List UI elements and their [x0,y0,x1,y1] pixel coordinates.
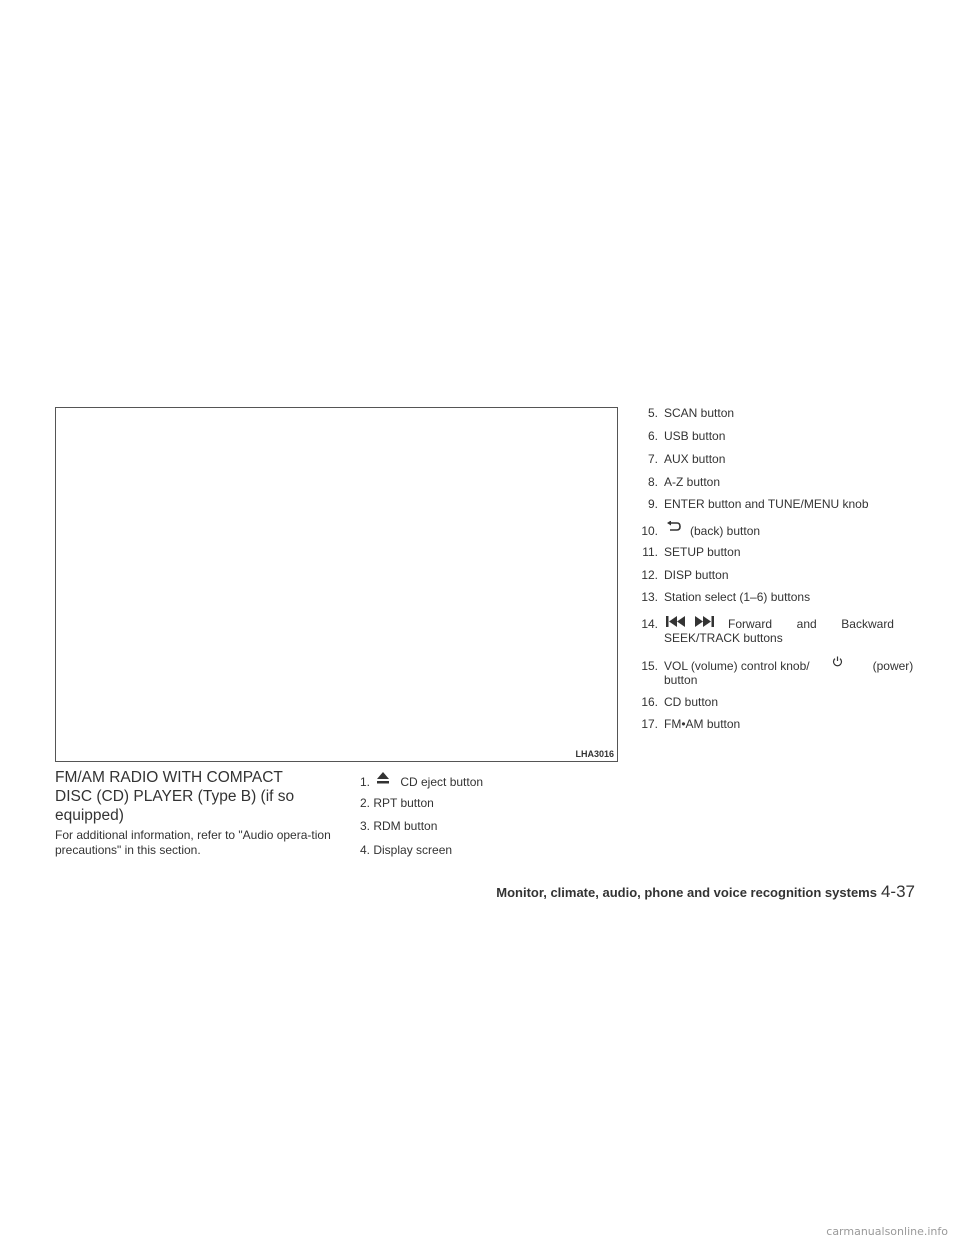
item-text: VOL (volume) control knob/ [664,659,810,673]
item-text: RPT button [373,796,434,810]
item-number: 5. [647,406,658,420]
item-number: 15. [641,659,658,673]
item-number: 4. [359,843,370,857]
seek-forward-icon [694,616,714,627]
item-number: 12. [641,568,658,582]
item-text-continued: button [664,673,698,687]
item-number: 2. [359,796,370,810]
item-number: 17. [641,717,658,731]
item-text: DISP button [664,568,729,582]
item-text: (back) button [690,524,761,538]
button-list-left [356,0,606,1242]
list-item [356,819,437,833]
item-text: SCAN button [664,406,735,420]
item-text: SETUP button [664,545,741,559]
page-footer [496,882,915,902]
item-number: 8. [647,475,658,489]
item-number: 11. [642,545,658,559]
item-text: (power) [872,659,914,673]
list-item [640,568,729,582]
page-number: 4-37 [880,882,915,901]
item-text: AUX button [664,452,726,466]
list-item [640,521,760,538]
item-text: Display screen [373,843,453,857]
section-title [55,768,345,825]
item-number: 14. [641,617,658,631]
item-text: Station select (1–6) buttons [664,590,811,604]
section-title-line-3: equipped) [55,807,124,824]
watermark: carmanualsonline.info [826,1225,948,1238]
list-item [356,772,483,789]
item-number: 9. [647,497,658,511]
list-item [356,796,434,810]
list-item [640,452,725,466]
list-item [640,406,734,420]
list-item [356,843,452,857]
item-text-continued: SEEK/TRACK buttons [664,631,783,645]
list-item [640,590,810,604]
list-item [640,616,914,645]
item-text: Backward [841,617,894,631]
item-text: FM•AM button [664,717,741,731]
button-list-right [640,0,920,1242]
item-number: 3. [359,819,370,833]
list-item [640,475,720,489]
back-arrow-icon [666,521,682,533]
item-text: CD button [664,695,719,709]
list-item [640,656,914,687]
list-item [640,497,869,511]
footer-section-title: Monitor, climate, audio, phone and voice recognition systems [496,885,877,900]
item-number: 16. [641,695,658,709]
figure-id: LHA3016 [575,749,614,759]
list-item [640,429,725,443]
item-number: 13. [641,590,658,604]
item-number: 10. [641,524,658,538]
item-text: A-Z button [664,475,721,489]
list-item [640,717,740,731]
section-intro: For additional information, refer to "Audio opera-tion precautions" in this section. [55,828,331,857]
list-item [640,695,718,709]
section-title-line-1: FM/AM RADIO WITH COMPACT [55,769,283,786]
seek-back-icon [666,616,686,627]
list-item [640,545,741,559]
item-number: 6. [647,429,658,443]
item-number: 1. [359,775,370,789]
item-text: Forward [728,617,773,631]
eject-icon [376,772,390,784]
item-text: CD eject button [400,775,484,789]
power-icon [832,656,843,667]
section-title-line-2: DISC (CD) PLAYER (Type B) (if so [55,788,295,805]
item-text: RDM button [373,819,438,833]
item-text: USB button [664,429,726,443]
item-text: and [796,617,817,631]
item-number: 7. [647,452,658,466]
item-text: ENTER button and TUNE/MENU knob [664,497,869,511]
